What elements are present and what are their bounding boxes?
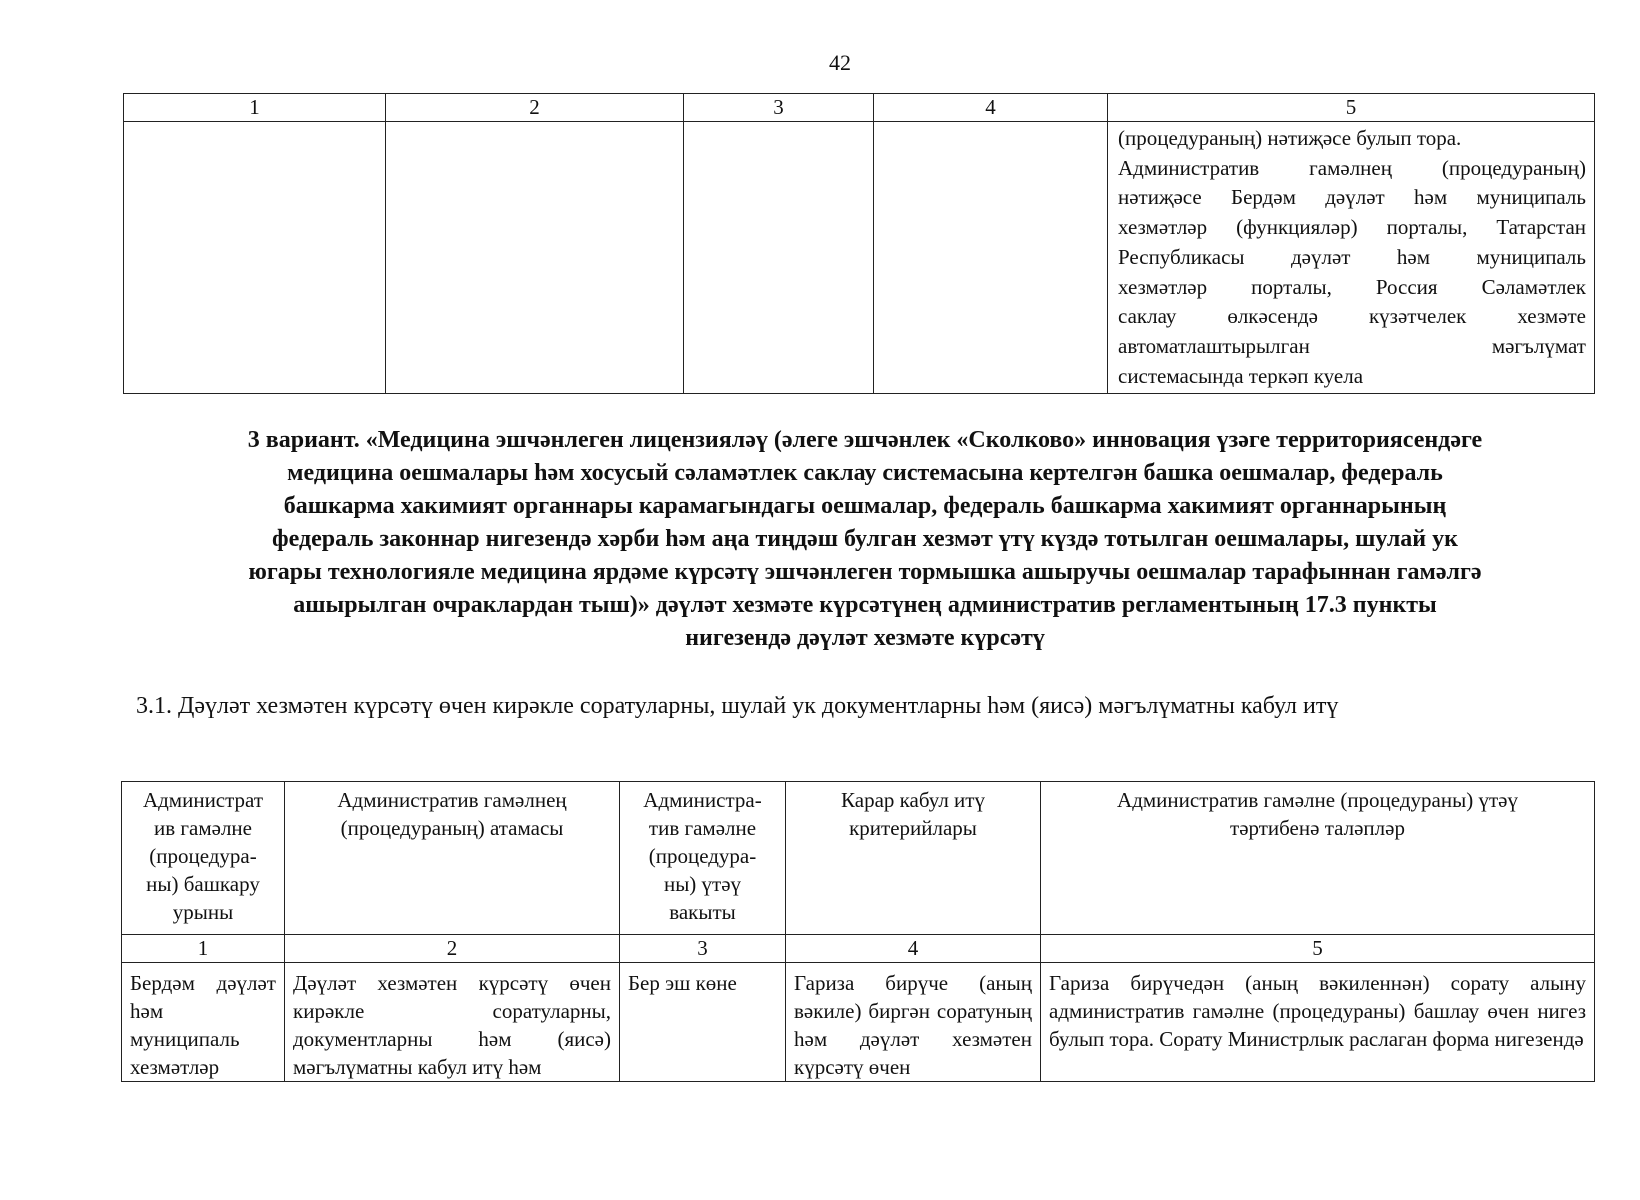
column-number: 2 — [285, 935, 620, 963]
column-number: 2 — [386, 94, 684, 122]
column-number-row — [124, 94, 1595, 122]
header-line: ив гамәлне — [154, 816, 252, 840]
header-cell — [285, 782, 620, 935]
cell-line: Республикасы дәүләт һәм муниципаль — [1118, 244, 1586, 269]
header-cell — [620, 782, 786, 935]
column-number: 4 — [786, 935, 1041, 963]
header-line: вакыты — [669, 900, 736, 924]
cell-line: автоматлаштырылган мәгълүмат — [1118, 333, 1586, 358]
empty-cell — [386, 122, 684, 394]
empty-cell — [874, 122, 1108, 394]
header-line: Администра- — [643, 788, 762, 812]
heading-line: ашырылган очраклардан тыш)» дәүләт хезмәте күрсәтүнең административ регламентының 17.3 пункты — [293, 592, 1437, 618]
header-line: тив гамәлне — [648, 816, 757, 840]
header-cell — [1041, 782, 1595, 935]
cell-line: хезмәтләр (функцияләр) порталы, Татарстан — [1118, 215, 1586, 240]
header-line: ны) башкару — [146, 872, 260, 896]
column-number: 1 — [122, 935, 285, 963]
requirements-cell: Гариза бирүчедән (аның вәкиленнән) сорату алыну административ гамәлне (процедураны) башлау өчен нигез булып тора. Сорату Министрлык раслаган форма нигезендә — [1041, 963, 1595, 1082]
cell-line: системасында теркәп куела — [1118, 363, 1364, 388]
section-title: 3.1. Дәүләт хезмәтен күрсәтү өчен кирәкле соратуларны, шулай ук документларны һәм (яисә) мәгълүматны кабул итү — [136, 693, 1339, 719]
result-cell — [1108, 122, 1595, 394]
header-line: Административ гамәлне (процедураны) үтәү — [1117, 788, 1518, 812]
column-number: 5 — [1108, 94, 1595, 122]
heading-line: нигезендә дәүләт хезмәте күрсәтү — [685, 625, 1045, 651]
column-number: 5 — [1041, 935, 1595, 963]
header-line: (процедураның) атамасы — [340, 816, 564, 840]
column-number: 1 — [124, 94, 386, 122]
duration-cell: Бер эш көне — [620, 963, 786, 1082]
continuation-table — [123, 93, 1595, 394]
table-row — [122, 963, 1595, 1082]
place-cell: Бердәм дәүләт һәм муниципаль хезмәтләр — [122, 963, 285, 1082]
variant-heading — [130, 424, 1600, 655]
header-row — [122, 782, 1595, 935]
heading-line: югары технологияле медицина ярдәме күрсәтү эшчәнлеген тормышка ашыручы оешмалар тарафыннан гамәлгә — [248, 559, 1482, 585]
header-line: (процедура- — [648, 844, 757, 868]
cell-line: хезмәтләр порталы, Россия Сәламәтлек — [1118, 274, 1586, 299]
header-line: Карар кабул итү — [841, 788, 985, 812]
table-row — [124, 122, 1595, 394]
header-line: Административ гамәлнең — [337, 788, 567, 812]
header-line: (процедура- — [149, 844, 257, 868]
cell-line: (процедураның) нәтиҗәсе булып тора. — [1118, 126, 1462, 150]
cell-line: Административ гамәлнең (процедураның) — [1118, 155, 1586, 180]
cell-line: нәтиҗәсе Бердәм дәүләт һәм муниципаль — [1118, 185, 1586, 210]
heading-line: 3 вариант. «Медицина эшчәнлеген лицензияләү (әлеге эшчәнлек «Сколково» инновация үзәге территориясендәге — [247, 427, 1483, 453]
criteria-cell: Гариза бирүче (аның вәкиле) биргән соратуның һәм дәүләт хезмәтен күрсәтү өчен — [786, 963, 1041, 1082]
header-line: тәртибенә таләпләр — [1230, 816, 1405, 840]
header-line: урыны — [172, 900, 234, 924]
heading-line: медицина оешмалары һәм хосусый сәламәтлек саклау системасына кертелгән башка оешмалар, федераль — [287, 460, 1443, 486]
header-line: ны) үтәү — [663, 872, 742, 896]
procedure-table — [121, 781, 1595, 1082]
heading-line: федераль законнар нигезендә хәрби һәм аңа тиңдәш булган хезмәт үтү күздә тотылган оешмалары, шулай ук — [272, 526, 1458, 552]
column-number: 3 — [620, 935, 786, 963]
heading-line: башкарма хакимият органнары карамагындагы оешмалар, федераль башкарма хакимият органнарының — [283, 493, 1447, 519]
page-number: 42 — [829, 50, 851, 75]
column-number-row — [122, 935, 1595, 963]
header-cell — [122, 782, 285, 935]
header-line: Администрат — [142, 788, 264, 812]
empty-cell — [124, 122, 386, 394]
cell-line: саклау өлкәсендә күзәтчелек хезмәте — [1118, 304, 1586, 329]
column-number: 4 — [874, 94, 1108, 122]
header-cell — [786, 782, 1041, 935]
column-number: 3 — [684, 94, 874, 122]
procedure-name-cell: Дәүләт хезмәтен күрсәтү өчен кирәкле соратуларны, документларны һәм (яисә) мәгълүматны кабул итү һәм — [285, 963, 620, 1082]
empty-cell — [684, 122, 874, 394]
header-line: критерийлары — [849, 816, 977, 840]
